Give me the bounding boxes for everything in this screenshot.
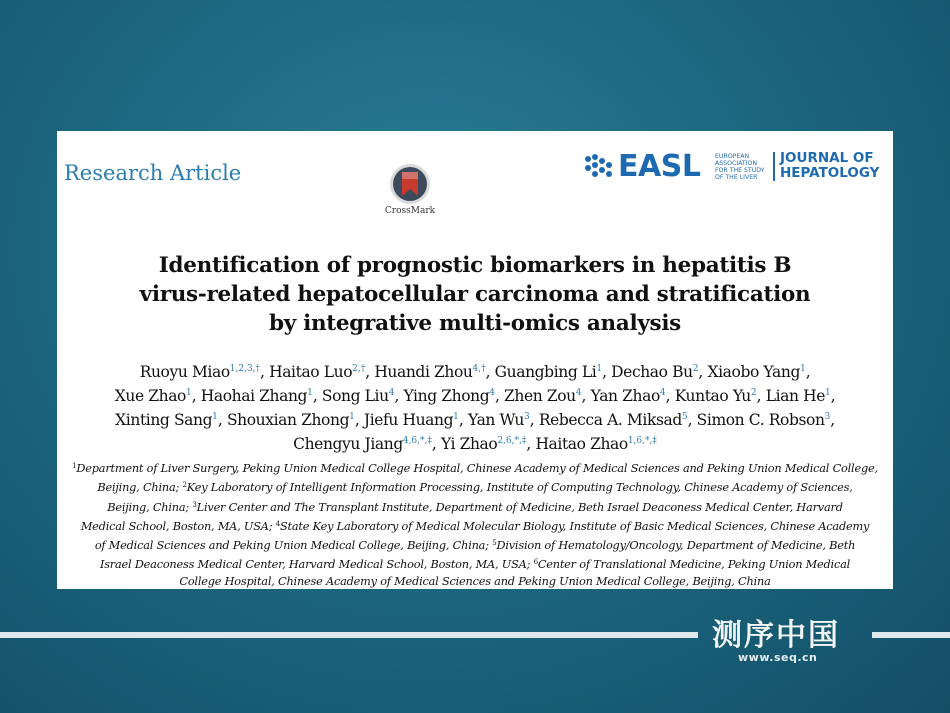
- affiliation-number: 1: [72, 462, 77, 470]
- crossmark-label: CrossMark: [384, 206, 436, 216]
- author-name[interactable]: Haohai Zhang: [200, 387, 308, 405]
- author-affiliation-ref[interactable]: 2: [750, 388, 757, 398]
- affiliation-number: 2: [182, 481, 187, 490]
- author-affiliation-ref[interactable]: 1: [349, 412, 355, 422]
- affiliation-text: College Hospital, Chinese Academy of Medical Sciences and Peking Union Medical College, Beijing, China: [179, 574, 771, 588]
- affiliation-text: Key Laboratory of Intelligent Information Processing, Institute of Computing Technology, Chinese Academy of Sciences,: [186, 481, 853, 495]
- author-affiliation-ref[interactable]: 3: [524, 412, 530, 422]
- title-line: Identification of prognostic biomarkers in hepatitis B: [158, 253, 792, 278]
- author-line: Chengyu Jiang$^{4,6,*,\ddagger}$, Yi Zhao$^{2,6,*,\ddagger}$, Haitao Zhao$^{1,6,*,\ddagger}$: [293, 435, 657, 453]
- author-affiliation-ref[interactable]: 1: [185, 388, 192, 398]
- author-affiliation-ref[interactable]: 1: [596, 364, 603, 374]
- author-name[interactable]: Shouxian Zhong: [226, 411, 350, 429]
- affiliation-line: [61, 497, 889, 516]
- author-affiliation-ref[interactable]: 4: [575, 388, 582, 398]
- journal-logo: [584, 151, 884, 185]
- author-line: Ruoyu Miao$^{1,2,3,\dagger}$, Haitao Luo$^{2,\dagger}$, Huandi Zhou$^{4,\dagger}$, Guangbing Li$^1$, Dechao Bu$^2$, Xiaobo Yang$^1$,: [139, 363, 811, 381]
- affiliation-list: [61, 458, 889, 590]
- author-affiliation-ref[interactable]: 5: [681, 412, 688, 422]
- author-name[interactable]: Xiaobo Yang: [707, 363, 801, 381]
- author-affiliation-ref[interactable]: 1,6,*,‡: [627, 436, 657, 446]
- author-line: Xue Zhao$^1$, Haohai Zhang$^1$, Song Liu$^4$, Ying Zhong$^4$, Zhen Zou$^4$, Yan Zhao$^4$, Kuntao Yu$^2$, Lian He$^1$,: [114, 387, 836, 405]
- title-line: virus-related hepatocellular carcinoma and stratification: [139, 282, 811, 307]
- author-line: Xinting Sang$^1$, Shouxian Zhong$^1$, Jiefu Huang$^1$, Yan Wu$^3$, Rebecca A. Miksad$^5$, Simon C. Robson$^3$,: [115, 411, 835, 429]
- author-name[interactable]: Dechao Bu: [611, 363, 693, 381]
- crossmark-icon: [389, 163, 431, 205]
- affiliation-text: Liver Center and The Transplant Institute, Department of Medicine, Beth Israel Deaconess Medical Center, Harvard: [196, 500, 843, 514]
- author-affiliation-ref[interactable]: 4,†: [472, 364, 486, 374]
- author-name[interactable]: Kuntao Yu: [674, 387, 751, 405]
- paper-title: [97, 251, 853, 338]
- affiliation-text: Center of Translational Medicine, Peking Union Medical: [537, 558, 851, 572]
- author-affiliation-ref[interactable]: 4: [489, 388, 495, 398]
- author-affiliation-ref[interactable]: 4,6,*,‡: [402, 436, 432, 446]
- affiliation-line: [61, 477, 889, 496]
- paper-page: [57, 131, 893, 589]
- author-affiliation-ref[interactable]: 1: [824, 388, 831, 398]
- crossmark-badge[interactable]: [380, 163, 440, 216]
- author-name[interactable]: Yi Zhao: [440, 435, 498, 453]
- author-affiliation-ref[interactable]: 1: [307, 388, 313, 398]
- author-affiliation-ref[interactable]: 1: [212, 412, 218, 422]
- author-affiliation-ref[interactable]: 1: [453, 412, 459, 422]
- author-name[interactable]: Yan Zhao: [590, 387, 660, 405]
- watermark-logo: 测序中国: [712, 618, 840, 653]
- easl-association: EUROPEAN ASSOCIATION FOR THE STUDY OF THE LIVER: [715, 153, 765, 181]
- author-name[interactable]: Guangbing Li: [494, 363, 597, 381]
- author-name[interactable]: Haitao Luo: [269, 363, 353, 381]
- affiliation-number: 3: [192, 500, 197, 509]
- affiliation-text: Beijing, China;: [107, 500, 193, 514]
- affiliation-text: Beijing, China;: [97, 481, 183, 495]
- affiliation-line: [61, 554, 889, 573]
- footer-rule-right: [872, 632, 950, 638]
- author-affiliation-ref[interactable]: 1: [800, 364, 806, 374]
- affiliation-text: State Key Laboratory of Medical Molecular Biology, Institute of Basic Medical Sciences, Chinese Academy: [280, 519, 870, 533]
- author-affiliation-ref[interactable]: 3: [824, 412, 831, 422]
- affiliation-number: 5: [492, 539, 497, 548]
- author-list: [61, 359, 889, 455]
- author-name[interactable]: Song Liu: [321, 387, 389, 405]
- author-affiliation-ref[interactable]: 2: [692, 364, 699, 374]
- author-affiliation-ref[interactable]: 4: [659, 388, 666, 398]
- affiliation-line: [61, 516, 889, 535]
- title-line: by integrative multi-omics analysis: [268, 311, 681, 336]
- author-name[interactable]: Chengyu Jiang: [293, 435, 403, 453]
- author-name[interactable]: Zhen Zou: [504, 387, 576, 405]
- author-name[interactable]: Xue Zhao: [114, 387, 186, 405]
- author-name[interactable]: Ying Zhong: [403, 387, 490, 405]
- author-name[interactable]: Simon C. Robson: [696, 411, 825, 429]
- affiliation-number: 4: [275, 519, 281, 528]
- easl-dots-icon: [584, 153, 616, 181]
- author-name[interactable]: Jiefu Huang: [363, 411, 454, 429]
- author-name[interactable]: Xinting Sang: [115, 411, 213, 429]
- affiliation-text: Department of Liver Surgery, Peking Union Medical College Hospital, Chinese Academy of Medical Sciences and Peking Union Medical College,: [76, 462, 878, 475]
- author-name[interactable]: Ruoyu Miao: [139, 363, 230, 381]
- author-name[interactable]: Rebecca A. Miksad: [538, 411, 682, 429]
- author-name[interactable]: Huandi Zhou: [374, 363, 473, 381]
- affiliation-text: Israel Deaconess Medical Center, Harvard Medical School, Boston, MA, USA;: [99, 558, 534, 572]
- affiliation-text: of Medical Sciences and Peking Union Medical College, Beijing, China;: [94, 539, 493, 553]
- article-type-label: Research Article: [64, 161, 242, 185]
- affiliation-text: Division of Hematology/Oncology, Department of Medicine, Beth: [496, 539, 856, 553]
- watermark-url: www.seq.cn: [738, 651, 818, 664]
- footer-rule-left: [0, 632, 698, 638]
- author-name[interactable]: Haitao Zhao: [535, 435, 628, 453]
- author-affiliation-ref[interactable]: 2,6,*,‡: [497, 436, 527, 446]
- author-affiliation-ref[interactable]: 1,2,3,†: [229, 364, 261, 374]
- affiliation-line: [61, 535, 889, 554]
- author-name[interactable]: Yan Wu: [467, 411, 525, 429]
- journal-title: JOURNAL OF HEPATOLOGY: [780, 150, 880, 181]
- easl-wordmark: EASL: [618, 149, 701, 184]
- affiliation-line: [61, 574, 889, 590]
- affiliation-text: Medical School, Boston, MA, USA;: [80, 519, 276, 533]
- author-affiliation-ref[interactable]: 2,†: [352, 364, 366, 374]
- affiliation-line: [61, 458, 889, 477]
- author-affiliation-ref[interactable]: 4: [388, 388, 395, 398]
- author-name[interactable]: Lian He: [765, 387, 825, 405]
- logo-divider: [773, 152, 775, 181]
- affiliation-number: 6: [533, 558, 538, 567]
